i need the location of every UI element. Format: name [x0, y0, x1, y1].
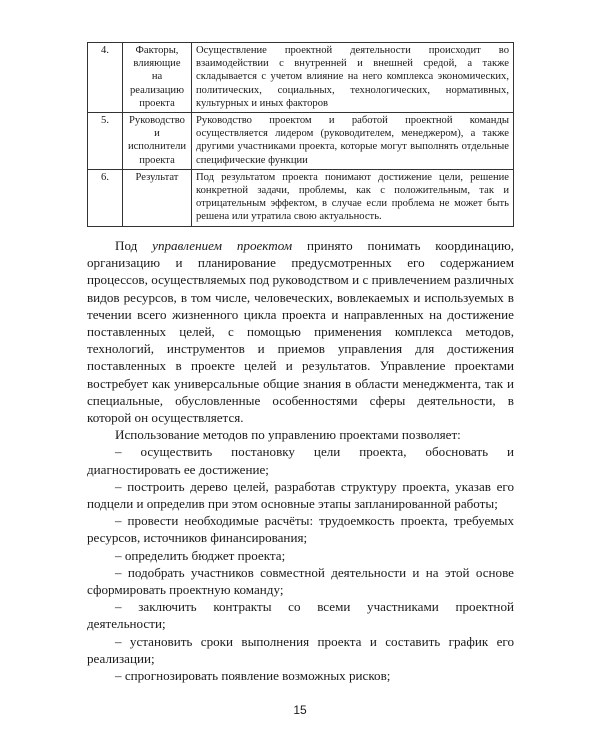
paragraph-rest: принято понимать координацию, организацию и планирование предусмотренных его содержанием процессов, осуществляемых под руководством и с привлечением различных видов ресурсов, в том числе, человеческих, вовлекаемых и используемых в течении всего жизненного цикла проекта и направленных на достижение поставленных целей, с помощью применения комплекса методов, технологий, инструментов и приемов управления для достижения поставленных в проекте целей и результатов. Управление проектами востребует как универсальные общие знания в области менеджмента, так и специальные, обусловленные особенностями сферы деятельности, в которой он осуществляется.	[87, 238, 515, 426]
paragraph-lead: Под	[115, 238, 153, 253]
row-term: Факторы, влияющие на реализацию проекта	[123, 43, 192, 113]
italic-term: управлением проектом	[152, 238, 293, 253]
list-item: – провести необходимые расчёты: трудоемкость проекта, требуемых ресурсов, источников финансирования;	[87, 513, 514, 546]
list-item: – заключить контракты со всеми участниками проектной деятельности;	[87, 599, 514, 632]
row-number: 6.	[88, 169, 123, 226]
paragraph-intro: Использование методов по управлению проектами позволяет:	[115, 427, 461, 443]
list-item: – построить дерево целей, разработав структуру проекта, указав его подцели и определив при этом основные этапы запланированной работы;	[87, 478, 514, 512]
list-item: – подобрать участников совместной деятельности и на этой основе сформировать проектную команду;	[87, 564, 514, 598]
paragraph-definition	[87, 237, 514, 426]
list-item: – установить сроки выполнения проекта и составить график его реализации;	[87, 633, 514, 666]
row-number: 4.	[88, 43, 123, 113]
definitions-table	[87, 42, 514, 227]
page-number: 15	[293, 703, 307, 717]
table-row	[88, 113, 514, 170]
body-text	[87, 237, 514, 684]
table-row	[88, 43, 514, 113]
row-description: Руководство проектом и работой проектной команды осуществляется лидером (руководителем, менеджером), а также другими участниками проекта, которые могут выполнять отдельные специфические функции	[192, 113, 514, 170]
row-description: Под результатом проекта понимают достижение цели, решение конкретной задачи, проблемы, как с положительным, так и отрицательным эффектом, в случае если проблема не может быть решена или утратила свою актуальность.	[192, 169, 514, 226]
list-item: – спрогнозировать появление возможных рисков;	[115, 668, 391, 684]
row-term: Результат	[123, 169, 192, 226]
row-term: Руководство и исполнители проекта	[123, 113, 192, 170]
list-item: – определить бюджет проекта;	[115, 547, 286, 563]
row-description: Осуществление проектной деятельности происходит во взаимодействии с внутренней и внешней средой, а также складывается с учетом влияние на него комплекса экономических, политических, социальных, технологических, нормативных, культурных и иных факторов	[192, 43, 514, 113]
table-row	[88, 169, 514, 226]
list-item: – осуществить постановку цели проекта, обосновать и диагностировать ее достижение;	[87, 444, 514, 477]
row-number: 5.	[88, 113, 123, 170]
